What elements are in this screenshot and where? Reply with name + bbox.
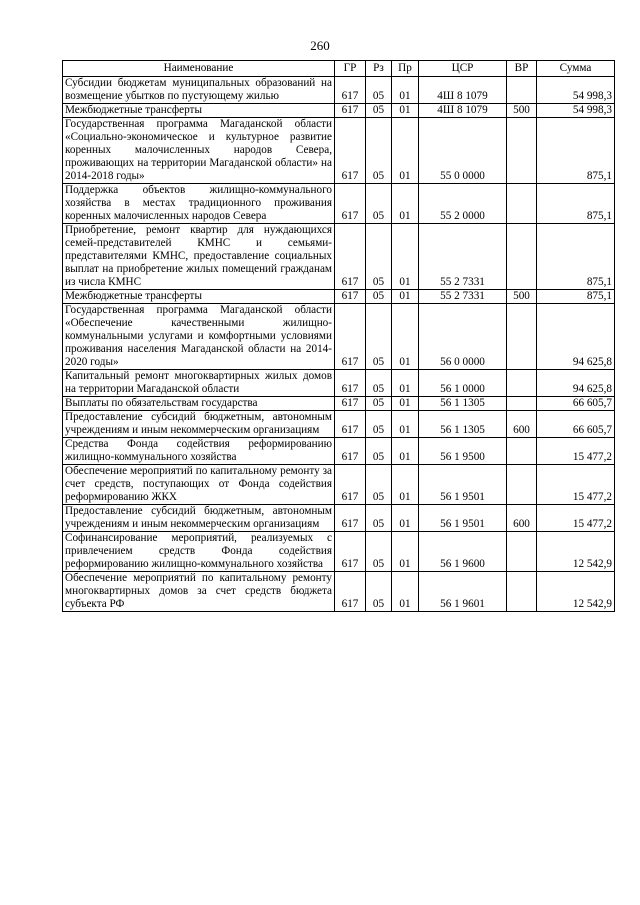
row-csr: 56 1 1305 — [419, 397, 507, 411]
row-vr — [507, 438, 537, 465]
row-vr: 500 — [507, 290, 537, 304]
row-pr: 01 — [392, 118, 419, 184]
row-csr: 56 1 9600 — [419, 532, 507, 572]
row-vr: 500 — [507, 104, 537, 118]
table-row — [63, 77, 615, 104]
row-csr: 56 0 0000 — [419, 304, 507, 370]
row-rz: 05 — [366, 118, 392, 184]
row-vr — [507, 118, 537, 184]
budget-table — [62, 60, 615, 612]
row-pr: 01 — [392, 438, 419, 465]
row-sum: 12 542,9 — [537, 532, 615, 572]
row-name: Софинансирование мероприятий, реализуемых с привлечением средств Фонда содействия реформированию жилищно-коммунального хозяйства — [63, 532, 335, 572]
header-name: Наименование — [63, 61, 335, 77]
row-gr: 617 — [335, 104, 366, 118]
row-gr: 617 — [335, 370, 366, 397]
row-sum: 15 477,2 — [537, 465, 615, 505]
row-rz: 05 — [366, 465, 392, 505]
row-name: Межбюджетные трансферты — [63, 104, 335, 118]
row-csr: 56 1 9500 — [419, 438, 507, 465]
row-sum: 54 998,3 — [537, 77, 615, 104]
row-name: Обеспечение мероприятий по капитальному ремонту за счет средств, поступающих от Фонда содействия реформированию ЖКХ — [63, 465, 335, 505]
row-rz: 05 — [366, 532, 392, 572]
row-pr: 01 — [392, 184, 419, 224]
row-rz: 05 — [366, 438, 392, 465]
row-csr: 4Ш 8 1079 — [419, 77, 507, 104]
row-sum: 54 998,3 — [537, 104, 615, 118]
row-sum: 875,1 — [537, 118, 615, 184]
row-pr: 01 — [392, 532, 419, 572]
row-vr — [507, 184, 537, 224]
row-csr: 55 0 0000 — [419, 118, 507, 184]
row-pr: 01 — [392, 224, 419, 290]
row-gr: 617 — [335, 77, 366, 104]
row-gr: 617 — [335, 290, 366, 304]
row-pr: 01 — [392, 572, 419, 612]
row-gr: 617 — [335, 532, 366, 572]
table-row — [63, 532, 615, 572]
row-name: Предоставление субсидий бюджетным, автономным учреждениям и иным некоммерческим организациям — [63, 411, 335, 438]
row-gr: 617 — [335, 505, 366, 532]
row-vr — [507, 77, 537, 104]
table-row — [63, 224, 615, 290]
row-vr: 600 — [507, 411, 537, 438]
row-name: Обеспечение мероприятий по капитальному ремонту многоквартирных домов за счет средств бюджета субъекта РФ — [63, 572, 335, 612]
page-number: 260 — [310, 38, 330, 53]
table-row — [63, 370, 615, 397]
row-sum: 15 477,2 — [537, 505, 615, 532]
row-pr: 01 — [392, 465, 419, 505]
row-sum: 15 477,2 — [537, 438, 615, 465]
row-pr: 01 — [392, 397, 419, 411]
row-vr — [507, 532, 537, 572]
row-gr: 617 — [335, 304, 366, 370]
row-gr: 617 — [335, 572, 366, 612]
row-name: Субсидии бюджетам муниципальных образований на возмещение убытков по пустующему жилью — [63, 77, 335, 104]
row-sum: 94 625,8 — [537, 304, 615, 370]
table-row — [63, 184, 615, 224]
table-row — [63, 118, 615, 184]
row-rz: 05 — [366, 304, 392, 370]
row-csr: 55 2 7331 — [419, 290, 507, 304]
row-pr: 01 — [392, 77, 419, 104]
row-vr — [507, 370, 537, 397]
table-row — [63, 505, 615, 532]
row-name: Государственная программа Магаданской области «Обеспечение качественными жилищно-коммунальными услугами и комфортными условиями проживания населения Магаданской области на 2014-2020 годы» — [63, 304, 335, 370]
row-rz: 05 — [366, 370, 392, 397]
header-csr: ЦСР — [419, 61, 507, 77]
row-csr: 4Ш 8 1079 — [419, 104, 507, 118]
row-name: Приобретение, ремонт квартир для нуждающихся семей-представителей КМНС и семьями- представителями КМНС, предоставление социальных выплат на приобретение жилых помещений гражданам из числа КМНС — [63, 224, 335, 290]
row-rz: 05 — [366, 411, 392, 438]
row-name: Выплаты по обязательствам государства — [63, 397, 335, 411]
header-rz: Рз — [366, 61, 392, 77]
header-sum: Сумма — [537, 61, 615, 77]
row-gr: 617 — [335, 465, 366, 505]
row-csr: 56 1 9501 — [419, 465, 507, 505]
table-row — [63, 411, 615, 438]
row-sum: 66 605,7 — [537, 397, 615, 411]
table-body — [63, 77, 615, 612]
row-name: Капитальный ремонт многоквартирных жилых домов на территории Магаданской области — [63, 370, 335, 397]
row-csr: 56 1 9501 — [419, 505, 507, 532]
row-name: Поддержка объектов жилищно-коммунального хозяйства в местах традиционного проживания коренных малочисленных народов Севера — [63, 184, 335, 224]
row-gr: 617 — [335, 438, 366, 465]
row-rz: 05 — [366, 290, 392, 304]
row-vr — [507, 304, 537, 370]
row-gr: 617 — [335, 118, 366, 184]
table-row — [63, 104, 615, 118]
table-row — [63, 397, 615, 411]
row-vr: 600 — [507, 505, 537, 532]
row-vr — [507, 397, 537, 411]
row-pr: 01 — [392, 411, 419, 438]
table-row — [63, 290, 615, 304]
table-row — [63, 465, 615, 505]
row-name: Средства Фонда содействия реформированию жилищно-коммунального хозяйства — [63, 438, 335, 465]
row-rz: 05 — [366, 505, 392, 532]
row-pr: 01 — [392, 304, 419, 370]
row-csr: 55 2 0000 — [419, 184, 507, 224]
header-vr: ВР — [507, 61, 537, 77]
row-rz: 05 — [366, 224, 392, 290]
row-rz: 05 — [366, 184, 392, 224]
row-rz: 05 — [366, 397, 392, 411]
row-csr: 56 1 9601 — [419, 572, 507, 612]
row-pr: 01 — [392, 290, 419, 304]
row-sum: 875,1 — [537, 290, 615, 304]
row-csr: 56 1 1305 — [419, 411, 507, 438]
row-name: Государственная программа Магаданской области «Социально-экономическое и культурное развитие коренных малочисленных народов Севера, проживающих на территории Магаданской области» на 2014-2018 годы» — [63, 118, 335, 184]
row-gr: 617 — [335, 397, 366, 411]
header-gr: ГР — [335, 61, 366, 77]
row-vr — [507, 572, 537, 612]
row-vr — [507, 224, 537, 290]
row-vr — [507, 465, 537, 505]
table-row — [63, 438, 615, 465]
row-sum: 12 542,9 — [537, 572, 615, 612]
row-csr: 55 2 7331 — [419, 224, 507, 290]
row-rz: 05 — [366, 572, 392, 612]
row-pr: 01 — [392, 104, 419, 118]
row-name: Межбюджетные трансферты — [63, 290, 335, 304]
table-header-row — [63, 61, 615, 77]
table-row — [63, 572, 615, 612]
row-gr: 617 — [335, 224, 366, 290]
row-pr: 01 — [392, 370, 419, 397]
row-gr: 617 — [335, 184, 366, 224]
row-sum: 875,1 — [537, 224, 615, 290]
header-pr: Пр — [392, 61, 419, 77]
row-csr: 56 1 0000 — [419, 370, 507, 397]
row-name: Предоставление субсидий бюджетным, автономным учреждениям и иным некоммерческим организациям — [63, 505, 335, 532]
row-pr: 01 — [392, 505, 419, 532]
table-row — [63, 304, 615, 370]
row-gr: 617 — [335, 411, 366, 438]
row-sum: 875,1 — [537, 184, 615, 224]
row-sum: 66 605,7 — [537, 411, 615, 438]
row-sum: 94 625,8 — [537, 370, 615, 397]
row-rz: 05 — [366, 77, 392, 104]
row-rz: 05 — [366, 104, 392, 118]
